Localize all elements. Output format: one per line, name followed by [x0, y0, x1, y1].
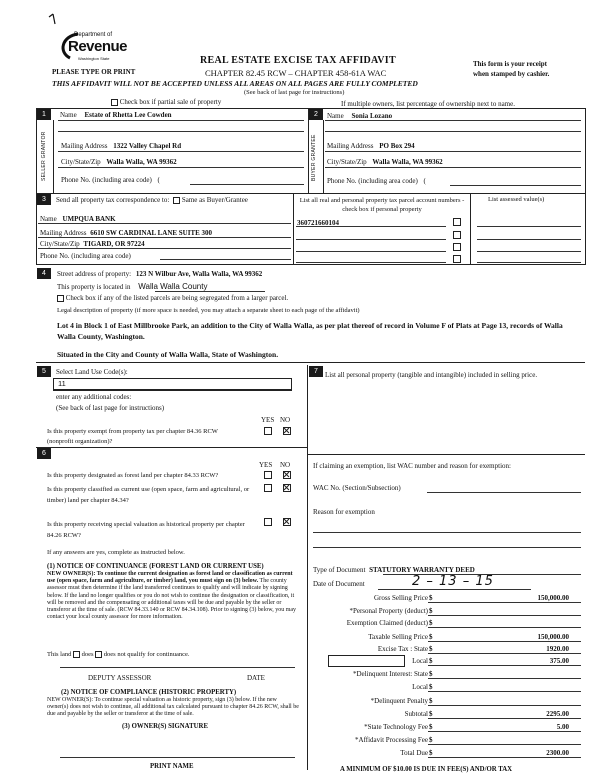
doc-type[interactable]: STATUTORY WARRANTY DEED	[369, 566, 475, 574]
tax-corr-city[interactable]: TIGARD, OR 97224	[83, 240, 145, 248]
section-7-badge: 7	[309, 366, 323, 377]
notice-2-title: (2) NOTICE OF COMPLIANCE (HISTORIC PROPERTY)	[61, 689, 237, 696]
partial-sale-checkbox[interactable]	[111, 99, 118, 106]
notice-1-body: NEW OWNER(S): To continue the current designation as forest land or classification as current use (open space, farm and agriculture, or timber) land, you must sign on (3) below. The county assessor must then determine if the land transferred continues to qualify and will indicate by signing below. If the land no longer qualifies or you do not wish to continue the designation or classification, it will be removed and the compensating or additional taxes will be due and payable by the seller or transferor at the time of sale. (RCW 84.33.140 or RCW 84.34.108). Prior to signing (3) below, you may contact your local county assessor for more information.	[47, 571, 297, 621]
section-3-badge: 3	[37, 194, 51, 205]
calc-row-label: *Affidavit Processing Fee	[355, 736, 428, 744]
additional-codes-label: enter any additional codes:	[56, 393, 132, 401]
land-use-label: Select Land Use Code(s):	[56, 368, 128, 376]
forest-no-header: NO	[280, 461, 291, 469]
forest-q3-yes-checkbox[interactable]	[264, 518, 272, 526]
calc-row-value[interactable]: 5.00	[556, 723, 569, 731]
logo-state: Washington State	[78, 56, 110, 61]
forest-yes-header: YES	[259, 461, 273, 469]
calc-row-dollar: $	[429, 697, 433, 705]
same-as-buyer-checkbox[interactable]	[173, 197, 180, 204]
calc-row-value[interactable]: 2295.00	[546, 710, 569, 718]
calc-row-value[interactable]: 150,000.00	[537, 594, 569, 602]
tax-corr-name[interactable]: UMPQUA BANK	[62, 215, 116, 223]
parcel-number-1[interactable]: 360721660104	[297, 219, 339, 227]
calc-row-label: Local	[412, 657, 428, 665]
segregated-row: Check box if any of the listed parcels are being segregated from a larger parcel.	[57, 294, 288, 302]
notice-3-title: (3) OWNER(S) SIGNATURE	[122, 723, 208, 730]
street-address-row: Street address of property: 123 N Wilbur Ave, Walla Walla, WA 99362	[57, 270, 263, 278]
doc-date-handwritten[interactable]: 2 – 13 – 15	[412, 574, 494, 589]
form-title: REAL ESTATE EXCISE TAX AFFIDAVIT	[200, 55, 396, 66]
buyer-phone[interactable]: (	[423, 177, 426, 185]
pen-mark-icon	[46, 12, 66, 32]
assessed-heading: List assessed value(s)	[488, 196, 545, 203]
please-type: PLEASE TYPE OR PRINT	[52, 68, 136, 76]
calc-row-label: Local	[412, 683, 428, 691]
legal-label: Legal description of property (if more space is needed, you may attach a separate sheet to each page of the affidavit)	[57, 307, 360, 314]
calc-row-dollar: $	[429, 657, 433, 665]
print-name-label: PRINT NAME	[150, 763, 194, 770]
calc-row-label: *Delinquent Interest: State	[352, 670, 428, 678]
notice-1-title: (1) NOTICE OF CONTINUANCE (FOREST LAND OR CURRENT USE)	[47, 563, 264, 570]
doc-date-label: Date of Document	[313, 580, 365, 588]
calc-row-dollar: $	[429, 723, 433, 731]
buyer-name[interactable]: Sonia Lozano	[351, 112, 393, 120]
see-back-instructions: (See back of last page for instructions)	[244, 89, 345, 96]
multiple-owners-note: If multiple owners, list percentage of ownership next to name.	[341, 100, 515, 108]
buyer-city[interactable]: Walla Walla, WA 99362	[372, 158, 443, 166]
segregated-checkbox[interactable]	[57, 295, 64, 302]
forest-if-yes: If any answers are yes, complete as instructed below.	[47, 549, 185, 556]
calc-row-dollar: $	[429, 749, 433, 757]
tax-corr-mailing-row: Mailing Address 6610 SW CARDINAL LANE SUITE 300	[40, 229, 213, 237]
buyer-city-row: City/State/Zip Walla Walla, WA 99362	[327, 158, 443, 166]
calc-row-dollar: $	[429, 670, 433, 678]
section-5-badge: 5	[37, 366, 51, 377]
buyer-phone-row: Phone No. (including area code) (	[327, 177, 426, 185]
calc-row-label: Exemption Claimed (deduct)	[346, 619, 428, 627]
calc-row-dollar: $	[429, 710, 433, 718]
not-accepted-notice: THIS AFFIDAVIT WILL NOT BE ACCEPTED UNLESS ALL AREAS ON ALL PAGES ARE FULLY COMPLETED	[52, 79, 418, 88]
notice-2-body: NEW OWNER(S): To continue special valuation as historic property, sign (3) below. If the new owner(s) does not wish to continue, all additional tax calculated pursuant to chapter 84.26 RCW, shall be due and payable by the seller or transferor at the time of sale.	[47, 697, 299, 718]
calc-row-label: Total Due	[400, 749, 428, 757]
receipt-line-2: when stamped by cashier.	[473, 70, 550, 78]
minimum-notice: A MINIMUM OF $10.00 IS DUE IN FEE(S) AND/OR TAX	[340, 766, 513, 773]
wac-label: WAC No. (Section/Subsection)	[313, 484, 401, 492]
personal-property-text: List all personal property (tangible and intangible) included in selling price.	[325, 371, 538, 379]
parcel-4-personal-checkbox[interactable]	[453, 255, 461, 263]
situated-text[interactable]: Situated in the City and County of Walla Walla, State of Washington.	[57, 350, 279, 359]
forest-q3-no-checkbox[interactable]	[283, 518, 291, 526]
partial-sale-label: Check box if partial sale of property	[119, 98, 222, 106]
land-use-yes-header: YES	[261, 416, 275, 424]
seller-city-row: City/State/Zip Walla Walla, WA 99362	[61, 158, 177, 166]
dept-logo	[46, 12, 136, 62]
calc-row-label: Subtotal	[404, 710, 428, 718]
parcel-3-personal-checkbox[interactable]	[453, 243, 461, 251]
forest-q2-no-checkbox[interactable]	[283, 484, 291, 492]
logo-dept: Department of	[74, 32, 113, 38]
calc-row-value[interactable]: 375.00	[549, 657, 569, 665]
seller-mailing-row: Mailing Address 1322 Valley Chapel Rd	[61, 142, 182, 150]
this-land-row: This land does does not qualify for continuance.	[47, 651, 190, 658]
doc-type-row: Type of Document STATUTORY WARRANTY DEED	[313, 566, 475, 574]
seller-city[interactable]: Walla Walla, WA 99362	[106, 158, 177, 166]
calc-row-dollar: $	[429, 607, 433, 615]
exempt-no-checkbox[interactable]	[283, 427, 291, 435]
calc-row-label: Gross Selling Price	[373, 594, 428, 602]
buyer-mailing-row: Mailing Address PO Box 294	[327, 142, 415, 150]
calc-row-dollar: $	[429, 633, 433, 641]
exemption-reason-label: Reason for exemption	[313, 508, 375, 516]
located-county[interactable]: Walla Walla County	[138, 282, 208, 291]
receipt-line-1: This form is your receipt	[473, 60, 548, 68]
calc-row-label: *Personal Property (deduct)	[349, 607, 428, 615]
calc-row-dollar: $	[429, 736, 433, 744]
tax-corr-name-row: Name UMPQUA BANK	[40, 215, 116, 223]
section-6-badge: 6	[37, 448, 51, 459]
legal-description[interactable]: Lot 4 in Block 1 of East Millbrooke Park, an addition to the City of Walla Walla, as per plat thereof of record in Volume F of Plats at Page 13, records of Walla Walla County, Washington.	[57, 321, 563, 341]
buyer-name-row: Name Sonia Lozano	[327, 112, 393, 120]
land-use-no-header: NO	[280, 416, 291, 424]
forest-q1-no-checkbox[interactable]	[283, 471, 291, 479]
land-does-not-checkbox[interactable]	[95, 651, 102, 658]
street-address[interactable]: 123 N Wilbur Ave, Walla Walla, WA 99362	[135, 270, 263, 278]
exempt-question: Is this property exempt from property tax per chapter 84.36 RCW (nonprofit organization)?	[47, 428, 218, 445]
seller-mailing[interactable]: 1322 Valley Chapel Rd	[113, 142, 182, 150]
logo-name: Revenue	[68, 38, 128, 55]
calc-row-dollar: $	[429, 594, 433, 602]
seller-phone-row: Phone No. (including area code) (	[61, 176, 160, 184]
land-use-code: 11	[58, 379, 66, 388]
calc-row-label: *Delinquent Penalty	[370, 697, 428, 705]
parcel-1-personal-checkbox[interactable]	[453, 218, 461, 226]
section-2-badge: 2	[309, 109, 323, 120]
forest-q2-yes-checkbox[interactable]	[264, 484, 272, 492]
calc-row-value[interactable]: 150,000.00	[537, 633, 569, 641]
calc-row-dollar: $	[429, 619, 433, 627]
located-row: This property is located in Walla Walla County	[57, 282, 208, 291]
exempt-yes-checkbox[interactable]	[264, 427, 272, 435]
seller-side-label: SELLER GRANTOR	[41, 131, 47, 181]
form-chapter: CHAPTER 82.45 RCW – CHAPTER 458-61A WAC	[205, 68, 387, 78]
tax-corr-heading: Send all property tax correspondence to: Same as Buyer/Grantee	[56, 196, 248, 204]
parcels-heading: List all real and personal property tax parcel account numbers - check box if personal property	[299, 197, 465, 213]
land-use-see-back: (See back of last page for instructions)	[56, 404, 165, 412]
calc-row-value[interactable]: 1920.00	[546, 645, 569, 653]
tax-corr-phone-row: Phone No. (including area code)	[40, 252, 131, 260]
date-label: DATE	[247, 674, 265, 682]
forest-question-2: Is this property classified as current use (open space, farm and agricultural, or timber) land per chapter 84.34?	[47, 486, 250, 504]
seller-name[interactable]: Estate of Rhetta Lee Cowden	[84, 111, 172, 119]
seller-phone[interactable]: (	[157, 176, 160, 184]
exemption-claim: If claiming an exemption, list WAC number and reason for exemption:	[313, 462, 511, 470]
section-1-badge: 1	[37, 109, 51, 120]
forest-question-3: Is this property receiving special valuation as historical property per chapter 84.26 RCW?	[47, 521, 245, 539]
calc-row-dollar: $	[429, 645, 433, 653]
calc-row-dollar: $	[429, 683, 433, 691]
local-tax-rate-box[interactable]	[328, 655, 405, 667]
calc-row-value[interactable]: 2300.00	[546, 749, 569, 757]
calc-row-label: Excise Tax : State	[377, 645, 428, 653]
buyer-side-label: BUYER GRANTEE	[311, 134, 317, 181]
buyer-mailing[interactable]: PO Box 294	[379, 142, 415, 150]
calc-row-label: *State Technology Fee	[364, 723, 428, 731]
partial-sale-row	[111, 98, 221, 106]
deputy-assessor-label: DEPUTY ASSESSOR	[88, 674, 152, 682]
forest-question-1: Is this property designated as forest land per chapter 84.33 RCW?	[47, 472, 219, 479]
tax-corr-city-row: City/State/Zip TIGARD, OR 97224	[40, 240, 145, 248]
land-use-code-box[interactable]	[53, 378, 292, 391]
seller-name-row: Name Estate of Rhetta Lee Cowden	[60, 111, 172, 119]
section-4-badge: 4	[37, 268, 51, 279]
forest-q1-yes-checkbox[interactable]	[264, 471, 272, 479]
calc-row-label: Taxable Selling Price	[368, 633, 428, 641]
parcel-2-personal-checkbox[interactable]	[453, 231, 461, 239]
tax-corr-mailing[interactable]: 6610 SW CARDINAL LANE SUITE 300	[90, 229, 213, 237]
land-does-checkbox[interactable]	[73, 651, 80, 658]
